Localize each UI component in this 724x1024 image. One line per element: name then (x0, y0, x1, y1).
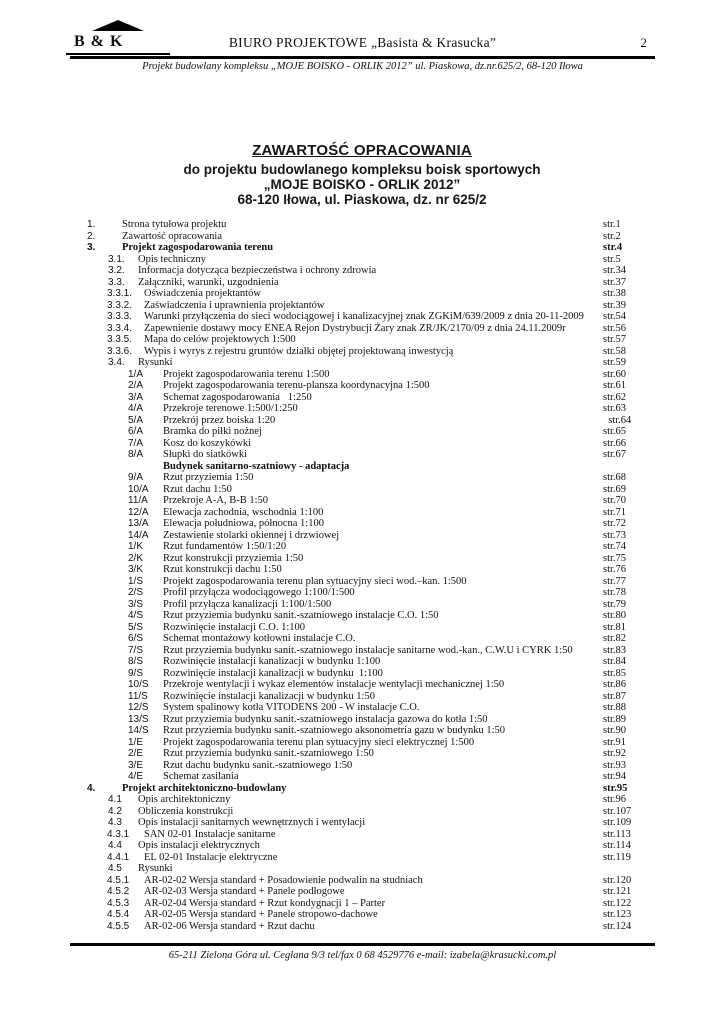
toc-item-title: Strona tytułowa projektu (122, 219, 227, 230)
toc-item-number: 11/S (128, 690, 148, 702)
toc-item-title: Rzut przyziemia budynku sanit.-szatniowego instalacje sanitarne wod.-kan., C.W.U i CYRK 1:50 (163, 644, 573, 656)
toc-item-number: 12/S (128, 702, 149, 713)
toc-item-title: Projekt zagospodarowania terenu-plansza koordynacyjna 1:500 (163, 380, 430, 391)
toc-item-title: Wypis i wyrys z rejestru gruntów działki objętej projektowaną inwestycją (144, 345, 454, 357)
toc-row (70, 300, 655, 312)
toc-item-title: Przekroje terenowe 1:500/1:250 (163, 403, 298, 414)
header-subtitle: Projekt budowlany kompleksu „MOJE BOISKO - ORLIK 2012” ul. Piaskowa, dz.nr.625/2, 68-120 Iłowa (142, 61, 583, 72)
toc-item-title: Elewacja południowa, północna 1:100 (163, 518, 324, 529)
toc-item-number: 4.5 (108, 863, 122, 874)
toc-row (70, 806, 655, 818)
page-title: ZAWARTOŚĆ OPRACOWANIA (252, 142, 472, 159)
toc-item-number: 4.5.5 (107, 920, 130, 932)
toc-item-number: 6/A (128, 426, 144, 437)
toc-item-title: Opis techniczny (138, 253, 206, 265)
toc-item-number: 4. (87, 782, 96, 794)
toc-row (70, 599, 655, 611)
toc-item-page: str.123 (603, 909, 632, 920)
toc-item-number: 3.3.5. (107, 334, 133, 345)
toc-item-number: 3. (87, 242, 96, 253)
toc-item-title: Rozwinięcie instalacji kanalizacji w budynku 1:100 (163, 667, 383, 679)
toc-item-page: str.74 (603, 541, 627, 552)
toc-item-page: str.122 (603, 897, 632, 909)
toc-item-title: Opis instalacji elektrycznych (138, 840, 260, 851)
toc-row (70, 909, 655, 921)
toc-item-page: str.70 (603, 495, 627, 506)
toc-item-page: str.89 (603, 713, 627, 725)
toc-item-title: AR-02-05 Wersja standard + Panele stropowo-dachowe (144, 909, 378, 920)
toc-item-page: str.64 (603, 414, 632, 426)
toc-row (70, 771, 655, 783)
toc-row (70, 530, 655, 542)
toc-row (70, 921, 655, 933)
toc-item-number: 4.5.1 (107, 874, 130, 886)
toc-item-number: 5/A (128, 414, 144, 426)
document-title-block (0, 142, 724, 208)
toc-item-number: 2/K (128, 552, 144, 564)
header-company-title: BIURO PROJEKTOWE „Basista & Krasucka” (228, 35, 497, 50)
toc-item-page: str.62 (603, 391, 627, 403)
toc-item-page: str.65 (603, 426, 627, 437)
toc-item-page: str.5 (603, 253, 621, 265)
toc-item-page: str.37 (603, 276, 627, 288)
toc-item-title: Schemat zagospodarowania 1:250 (163, 391, 312, 403)
toc-item-title: Przekroje wentylacji i wykaz elementów instalacje wentylacji mechanicznej 1:50 (163, 679, 505, 690)
toc-row (70, 438, 655, 450)
toc-item-title: Mapa do celów projektowych 1:500 (144, 334, 296, 345)
toc-item-title: Rzut dachu 1:50 (163, 483, 232, 495)
toc-item-number: 4/A (128, 403, 144, 414)
toc-item-number: 3.3.3. (107, 311, 133, 322)
toc-item-page: str.4 (603, 242, 623, 253)
toc-row (70, 714, 655, 726)
toc-item-page: str.68 (603, 472, 627, 483)
toc-item-page: str.96 (603, 794, 627, 805)
toc-item-number: 14/S (128, 725, 149, 736)
toc-item-title: Projekt zagospodarowania terenu (122, 242, 274, 253)
toc-row (70, 369, 655, 381)
toc-item-title: Projekt zagospodarowania terenu plan sytuacyjny sieci elektrycznej 1:500 (163, 736, 475, 748)
toc-row (70, 288, 655, 300)
toc-item-number: 3/K (128, 564, 144, 575)
toc-item-number: 2/A (128, 380, 144, 391)
toc-row (70, 875, 655, 887)
toc-item-title: Rzut przyziemia 1:50 (163, 472, 254, 483)
toc-item-title: Rzut konstrukcji przyziemia 1:50 (163, 552, 304, 564)
toc-item-number: 1/E (128, 736, 144, 748)
toc-item-title: Rozwinięcie instalacji kanalizacji w budynku 1:50 (163, 690, 375, 702)
toc-row (70, 518, 655, 530)
toc-row (70, 461, 655, 473)
toc-item-page: str.90 (603, 725, 627, 736)
toc-item-title: Profil przyłącza wodociągowego 1:100/1:500 (163, 587, 355, 598)
toc-item-number: 1/K (128, 541, 144, 552)
toc-item-page: str.73 (603, 529, 627, 541)
toc-item-title: Zaświadczenia i uprawnienia projektantów (144, 299, 325, 311)
toc-row (70, 622, 655, 634)
toc-item-title: Rysunki (138, 863, 173, 874)
toc-item-number: 3.4. (108, 357, 125, 368)
toc-item-page: str.66 (603, 437, 627, 449)
toc-row (70, 587, 655, 599)
toc-item-title: AR-02-03 Wersja standard + Panele podłogowe (144, 886, 345, 897)
toc-row (70, 863, 655, 875)
toc-item-number: 5/S (128, 621, 144, 633)
toc-item-title: Opis architektoniczny (138, 794, 231, 805)
toc-item-title: Zestawienie stolarki okiennej i drzwiowej (163, 529, 340, 541)
toc-row (70, 346, 655, 358)
toc-row (70, 656, 655, 668)
toc-item-number: 2. (87, 230, 96, 242)
footer-rule (70, 943, 655, 946)
toc-item-page: str.107 (603, 805, 632, 817)
toc-item-number: 3.3.2. (107, 299, 133, 311)
toc-item-title: AR-02-02 Wersja standard + Posadowienie podwalin na studniach (144, 874, 423, 886)
toc-item-number: 3/S (128, 598, 144, 610)
toc-item-number: 3.3.1. (107, 288, 133, 299)
toc-item-number: 3/A (128, 391, 144, 403)
toc-item-number: 8/A (128, 449, 144, 460)
toc-list (70, 219, 655, 932)
toc-row (70, 323, 655, 335)
toc-row (70, 829, 655, 841)
toc-item-title: Rzut dachu budynku sanit.-szatniowego 1:50 (163, 759, 353, 771)
toc-row (70, 702, 655, 714)
toc-item-page: str.76 (603, 564, 627, 575)
toc-item-number: 12/A (128, 506, 149, 518)
toc-item-number: 14/A (128, 529, 149, 541)
header-page-number: 2 (640, 35, 647, 50)
toc-row (70, 507, 655, 519)
toc-item-page: str.54 (603, 311, 627, 322)
toc-item-number: 4.2 (108, 805, 122, 817)
toc-row (70, 737, 655, 749)
toc-row (70, 794, 655, 806)
title-line-3: „MOJE BOISKO - ORLIK 2012” (263, 177, 461, 193)
toc-row (70, 426, 655, 438)
toc-item-number: 4.5.4 (107, 909, 130, 920)
toc-item-page: str.67 (603, 449, 627, 460)
toc-item-number: 4.4 (108, 840, 122, 851)
toc-item-page: str.121 (603, 886, 632, 897)
toc-item-number: 13/A (128, 518, 149, 529)
toc-item-page: str.56 (603, 322, 627, 334)
toc-item-title: SAN 02-01 Instalacje sanitarne (144, 828, 276, 840)
title-line-4: 68-120 Iłowa, ul. Piaskowa, dz. nr 625/2 (237, 192, 487, 208)
toc-item-title: Rozwinięcie instalacji C.O. 1:100 (163, 621, 306, 633)
toc-item-number: 3.3.4. (107, 322, 133, 334)
toc-item-title: Rzut fundamentów 1:50/1:20 (163, 541, 287, 552)
toc-item-page: str.58 (603, 345, 627, 357)
toc-item-title: Rzut konstrukcji dachu 1:50 (163, 564, 282, 575)
toc-item-title: Zapewnienie dostawy mocy ENEA Rejon Dystrybucji Żary znak ZR/JK/2170/09 z dnia 24.11.2009r (144, 322, 566, 334)
toc-row (70, 817, 655, 829)
toc-item-title: Opis instalacji sanitarnych wewnętrznych i wentylacji (138, 817, 366, 828)
toc-item-title: Rysunki (138, 357, 173, 368)
toc-item-title: EL 02-01 Instalacje elektryczne (144, 851, 278, 863)
toc-item-number: 3/E (128, 759, 144, 771)
toc-item-number: 1/S (128, 575, 144, 587)
toc-item-page: str.60 (603, 368, 627, 380)
toc-item-page: str.113 (603, 828, 631, 840)
toc-item-title: Przekroje A-A, B-B 1:50 (163, 495, 268, 506)
toc-item-number: 3.3. (108, 276, 125, 288)
toc-row (70, 242, 655, 254)
toc-row (70, 852, 655, 864)
toc-item-number: 6/S (128, 633, 144, 644)
toc-row (70, 760, 655, 772)
toc-item-number: 2/S (128, 587, 144, 598)
page-header (70, 18, 655, 78)
toc-row (70, 311, 655, 323)
toc-item-title: Profil przyłącza kanalizacji 1:100/1:500 (163, 598, 332, 610)
toc-item-page: str.114 (603, 840, 631, 851)
toc-item-number: 3.2. (108, 265, 125, 276)
toc-item-page: str.77 (603, 575, 627, 587)
toc-row (70, 380, 655, 392)
toc-item-number: 4.5.3 (107, 897, 130, 909)
toc-row (70, 898, 655, 910)
toc-item-page: str.124 (603, 920, 632, 932)
toc-row (70, 541, 655, 553)
toc-row (70, 277, 655, 289)
toc-item-title: Słupki do siatkówki (163, 449, 248, 460)
toc-item-number: 7/S (128, 644, 144, 656)
toc-item-page: str.71 (603, 506, 627, 518)
toc-item-number: 10/S (128, 679, 149, 690)
toc-item-title: System spalinowy kotła VITODENS 200 - W instalacje C.O. (163, 702, 420, 713)
toc-item-title: Informacja dotycząca bezpieczeństwa i ochrony zdrowia (138, 265, 377, 276)
toc-item-page: str.81 (603, 621, 627, 633)
toc-row (70, 265, 655, 277)
toc-row (70, 668, 655, 680)
toc-row (70, 633, 655, 645)
toc-item-title: AR-02-06 Wersja standard + Rzut dachu (144, 920, 315, 932)
toc-item-page: str.2 (603, 230, 621, 242)
toc-item-number: 4/S (128, 610, 144, 621)
toc-item-number: 4.1 (108, 794, 122, 805)
toc-row (70, 392, 655, 404)
toc-row (70, 495, 655, 507)
toc-row (70, 645, 655, 657)
toc-item-page: str.82 (603, 633, 627, 644)
toc-item-number: 9/S (128, 667, 144, 679)
toc-row (70, 357, 655, 369)
toc-item-number: 2/E (128, 748, 144, 759)
toc-item-page: str.75 (603, 552, 627, 564)
toc-item-number: 10/A (128, 483, 149, 495)
header-rule (70, 56, 655, 59)
toc-item-page: str.80 (603, 610, 627, 621)
toc-item-number: 1/A (128, 368, 144, 380)
toc-row (70, 449, 655, 461)
toc-item-page: str.84 (603, 656, 627, 667)
toc-item-title: Rzut przyziemia budynku sanit.-szatniowego instalacje C.O. 1:50 (163, 610, 439, 621)
toc-item-page: str.85 (603, 667, 627, 679)
toc-item-page: str.83 (603, 644, 627, 656)
toc-item-title: Projekt architektoniczno-budowlany (122, 782, 287, 794)
toc-item-number: 4.5.2 (107, 886, 130, 897)
toc-row (70, 564, 655, 576)
toc-item-page: str.88 (603, 702, 627, 713)
toc-item-page: str.93 (603, 759, 627, 771)
roof-triangle-icon (92, 20, 144, 31)
toc-item-number: 8/S (128, 656, 144, 667)
toc-item-title: Elewacja zachodnia, wschodnia 1:100 (163, 506, 324, 518)
toc-item-number: 9/A (128, 472, 144, 483)
toc-item-title: Oświadczenia projektantów (144, 288, 261, 299)
toc-item-number: 4/E (128, 771, 144, 782)
toc-item-title: Schemat zasilania (163, 771, 239, 782)
toc-item-page: str.78 (603, 587, 627, 598)
toc-item-title: Projekt zagospodarowania terenu plan sytuacyjny sieci wod.–kan. 1:500 (163, 575, 467, 587)
toc-item-number: 4.3 (108, 817, 122, 828)
footer-contact: 65-211 Zielona Góra ul. Ceglana 9/3 tel/fax 0 68 4529776 e-mail: izabela@krasucki.com.pl (168, 950, 557, 961)
toc-item-title: Rzut przyziemia budynku sanit.-szatniowego aksonometria gazu w budynku 1:50 (163, 725, 506, 736)
toc-item-title: Rozwinięcie instalacji kanalizacji w budynku 1:100 (163, 656, 381, 667)
toc-item-page: str.95 (603, 782, 628, 794)
toc-item-title: AR-02-04 Wersja standard + Rzut kondygnacji 1 – Parter (144, 897, 386, 909)
toc-item-number: 1. (87, 219, 96, 230)
toc-item-title: Zawartość opracowania (122, 230, 222, 242)
toc-row (70, 783, 655, 795)
logo-text: B & K (66, 33, 170, 55)
toc-item-page: str.109 (603, 817, 632, 828)
toc-item-title: Budynek sanitarno-szatniowy - adaptacja (163, 460, 350, 472)
toc-row (70, 334, 655, 346)
toc-item-page: str.119 (603, 851, 631, 863)
toc-item-title: Rzut przyziemia budynku sanit.-szatniowego 1:50 (163, 748, 374, 759)
toc-row (70, 254, 655, 266)
toc-row (70, 403, 655, 415)
toc-item-title: Obliczenia konstrukcji (138, 805, 234, 817)
toc-item-number: 4.4.1 (107, 851, 130, 863)
toc-item-page: str.39 (603, 299, 627, 311)
toc-item-page: str.57 (603, 334, 627, 345)
toc-row (70, 691, 655, 703)
toc-row (70, 679, 655, 691)
toc-row (70, 472, 655, 484)
toc-item-page: str.120 (603, 874, 632, 886)
toc-item-page: str.34 (603, 265, 627, 276)
toc-item-title: Rzut przyziemia budynku sanit.-szatniowego instalacja gazowa do kotła 1:50 (163, 713, 488, 725)
toc-row (70, 725, 655, 737)
toc-item-page: str.69 (603, 483, 627, 495)
toc-item-title: Schemat montażowy kotłowni instalacje C.O. (163, 633, 356, 644)
toc-row (70, 748, 655, 760)
toc-row (70, 484, 655, 496)
toc-item-number: 7/A (128, 437, 144, 449)
toc-row (70, 231, 655, 243)
toc-row (70, 219, 655, 231)
toc-item-title: Projekt zagospodarowania terenu 1:500 (163, 368, 330, 380)
toc-item-title: Załączniki, warunki, uzgodnienia (138, 276, 279, 288)
toc-item-page: str.63 (603, 403, 627, 414)
toc-item-number: 3.3.6. (107, 345, 133, 357)
toc-row (70, 553, 655, 565)
toc-row (70, 840, 655, 852)
toc-item-page: str.1 (603, 219, 621, 230)
toc-item-number: 11/A (128, 495, 148, 506)
toc-item-title: Przekrój przez boiska 1:20 (163, 414, 276, 426)
title-line-2: do projektu budowlanego kompleksu boisk sportowych (183, 162, 541, 177)
toc-item-number: 3.1. (108, 253, 125, 265)
toc-item-page: str.94 (603, 771, 627, 782)
toc-item-page: str.59 (603, 357, 627, 368)
toc-item-page: str.92 (603, 748, 627, 759)
toc-item-page: str.61 (603, 380, 627, 391)
toc-item-page: str.86 (603, 679, 627, 690)
toc-item-title: Kosz do koszykówki (163, 437, 252, 449)
toc-item-number: 13/S (128, 713, 149, 725)
toc-item-title: Warunki przyłączenia do sieci wodociągowej i kanalizacyjnej znak ZGKiM/639/2009 z dnia 20-11-2009 (144, 311, 584, 322)
toc-item-page: str.91 (603, 736, 627, 748)
toc-row (70, 576, 655, 588)
toc-row (70, 886, 655, 898)
toc-item-page: str.79 (603, 598, 627, 610)
toc-item-page: str.38 (603, 288, 627, 299)
toc-row (70, 610, 655, 622)
toc-row (70, 415, 655, 427)
toc-item-number: 4.3.1 (107, 828, 130, 840)
toc-item-page: str.72 (603, 518, 627, 529)
toc-item-title: Bramka do piłki nożnej (163, 426, 262, 437)
toc-item-page: str.87 (603, 690, 627, 702)
